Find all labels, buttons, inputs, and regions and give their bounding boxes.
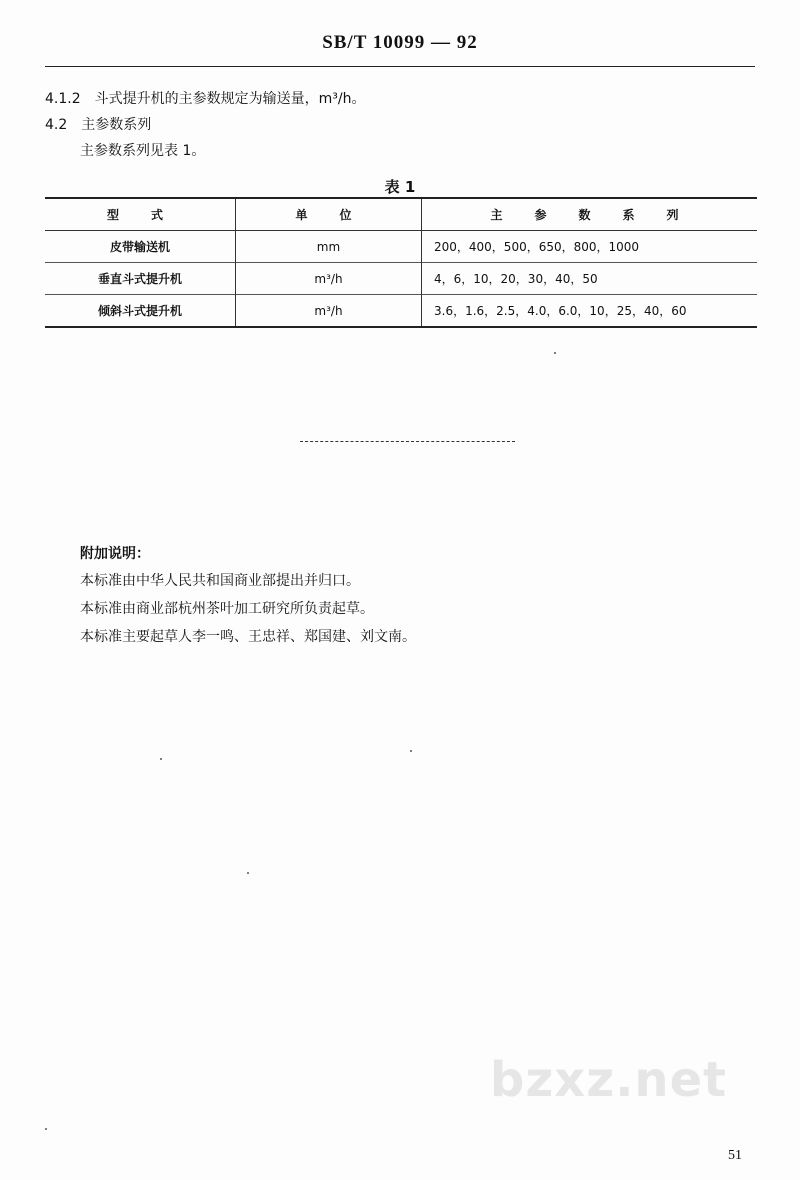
header-type: 型 式 — [45, 198, 236, 231]
clause-4-1-2: 4.1.2 斗式提升机的主参数规定为输送量，m³/h。 — [45, 91, 366, 107]
row-type: 皮带输送机 — [45, 231, 236, 263]
scan-speck — [247, 872, 249, 874]
table-row — [45, 231, 757, 263]
clause-4-2-heading: 4.2 主参数系列 — [45, 117, 152, 133]
clause-4-2-text: 主参数系列见表 1。 — [80, 143, 206, 159]
scan-speck — [554, 352, 556, 354]
scan-speck — [45, 1128, 47, 1130]
note-line: 本标准由商业部杭州茶叶加工研究所负责起草。 — [80, 601, 374, 617]
header-unit: 单 位 — [236, 198, 422, 231]
additional-notes-heading: 附加说明： — [80, 546, 150, 562]
header-rule — [45, 66, 755, 67]
scan-speck — [410, 750, 412, 752]
table-header-row — [45, 198, 757, 231]
watermark: bzxz.net — [490, 1052, 728, 1108]
page-number: 51 — [728, 1148, 742, 1163]
scan-speck — [160, 758, 162, 760]
row-unit: m³/h — [236, 295, 422, 328]
table-title: 表 1 — [384, 178, 416, 196]
row-unit: m³/h — [236, 263, 422, 295]
parameter-table — [45, 197, 757, 328]
note-line: 本标准由中华人民共和国商业部提出并归口。 — [80, 573, 360, 589]
row-series: 200，400，500，650，800，1000 — [434, 240, 640, 254]
row-unit: mm — [236, 231, 422, 263]
row-type: 垂直斗式提升机 — [45, 263, 236, 295]
header-series: 主 参 数 系 列 — [490, 208, 689, 222]
standard-code-header: SB/T 10099 — 92 — [322, 32, 478, 53]
row-series: 4，6，10，20，30，40，50 — [434, 272, 598, 286]
table-row — [45, 263, 757, 295]
note-line: 本标准主要起草人李一鸣、王忠祥、郑国建、刘文南。 — [80, 629, 416, 645]
row-type: 倾斜斗式提升机 — [45, 295, 236, 328]
end-of-standard-mark — [300, 441, 515, 442]
row-series: 3.6，1.6，2.5，4.0，6.0，10，25，40，60 — [434, 304, 687, 318]
table-row — [45, 295, 757, 328]
